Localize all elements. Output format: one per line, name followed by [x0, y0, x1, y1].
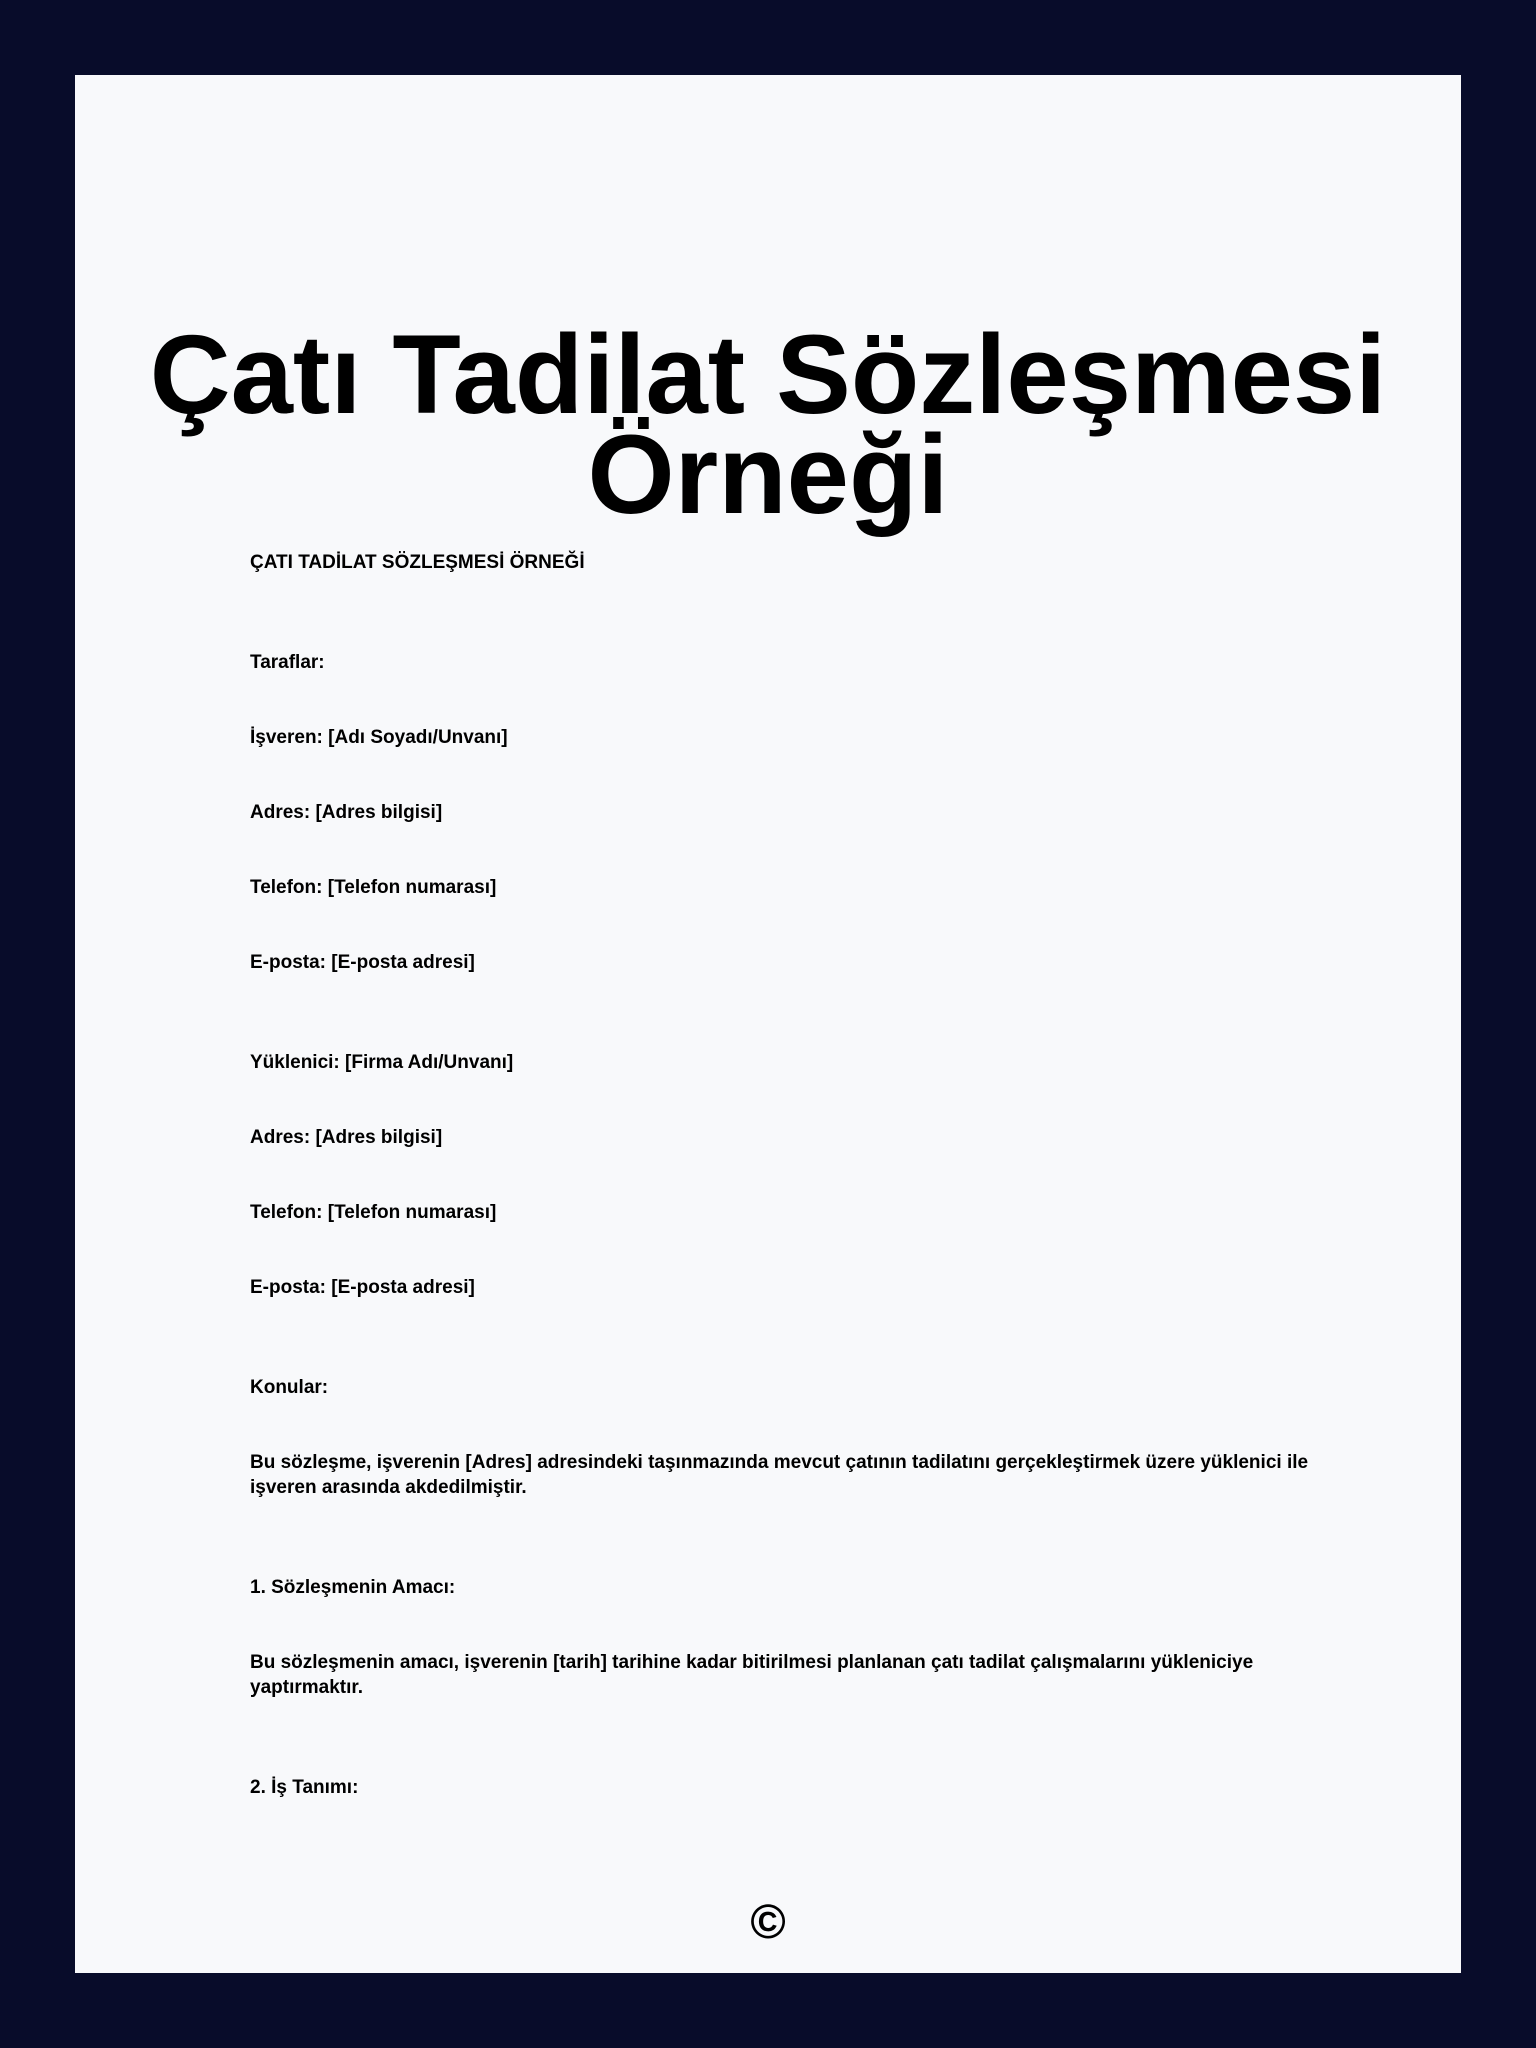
contractor-address: Adres: [Adres bilgisi] [250, 1127, 443, 1148]
document-title: Çatı Tadilat Sözleşmesi Örneği [149, 312, 1387, 537]
section-2-title: 2. İş Tanımı: [250, 1777, 359, 1798]
section-1-paragraph: Bu sözleşmenin amacı, işverenin [tarih] tarihine kadar bitirilmesi planlanan çatı tadilat çalışmalarını yükleniciye yaptırmaktır. [250, 1652, 1254, 1698]
contractor-email: E-posta: [E-posta adresi] [250, 1277, 475, 1298]
parties-label: Taraflar: [250, 652, 325, 673]
contractor-phone: Telefon: [Telefon numarası] [250, 1202, 497, 1223]
subjects-paragraph: Bu sözleşme, işverenin [Adres] adresindeki taşınmazında mevcut çatının tadilatını gerçekleştirmek üzere yüklenici ile işveren arasında akdedilmiştir. [250, 1452, 1309, 1498]
employer-address: Adres: [Adres bilgisi] [250, 802, 443, 823]
employer-email: E-posta: [E-posta adresi] [250, 952, 475, 973]
contractor-name: Yüklenici: [Firma Adı/Unvanı] [250, 1052, 514, 1073]
section-1-title: 1. Sözleşmenin Amacı: [250, 1577, 456, 1598]
document-page [75, 75, 1461, 1973]
subjects-label: Konular: [250, 1377, 329, 1398]
employer-name: İşveren: [Adı Soyadı/Unvanı] [250, 727, 508, 748]
contract-heading: ÇATI TADİLAT SÖZLEŞMESİ ÖRNEĞİ [250, 552, 585, 573]
copyright-icon: © [750, 1896, 786, 1949]
employer-phone: Telefon: [Telefon numarası] [250, 877, 497, 898]
